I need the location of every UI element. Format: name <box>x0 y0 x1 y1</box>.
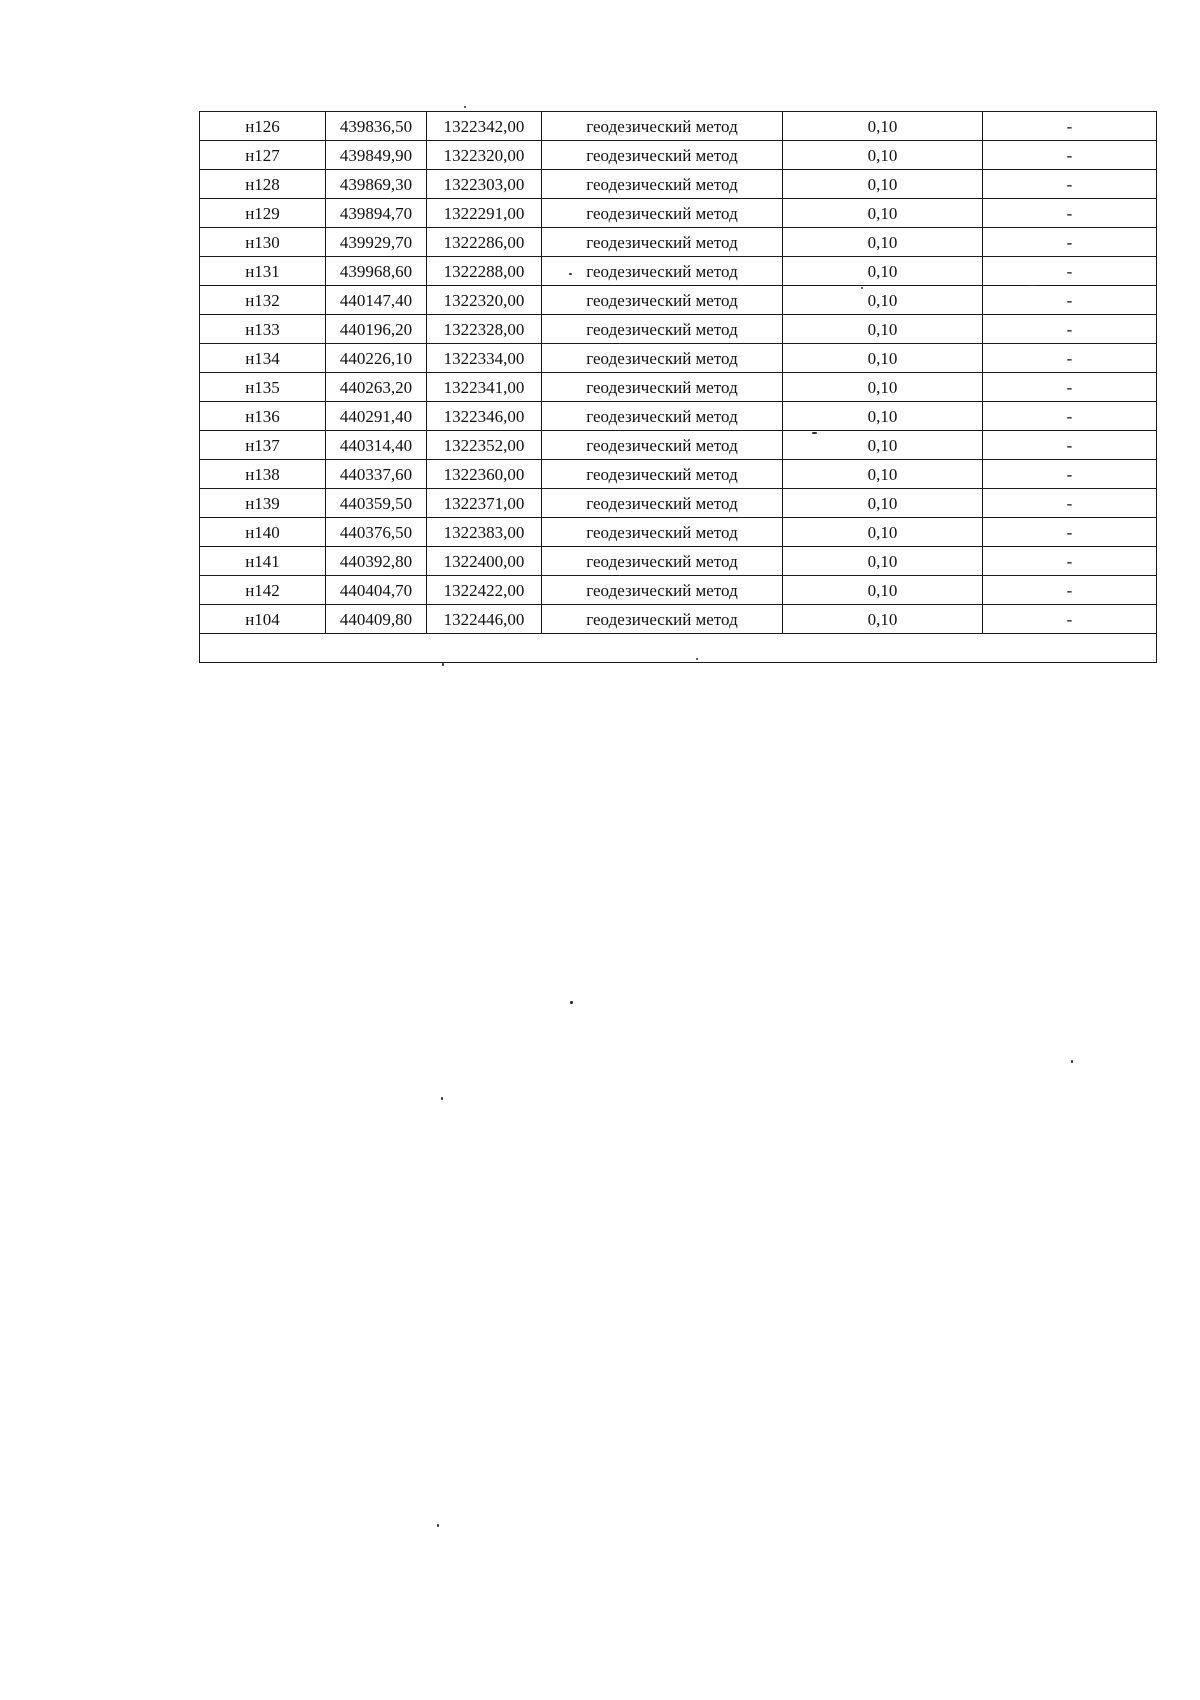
point-number-cell: н130 <box>200 228 326 257</box>
description-cell: - <box>983 518 1157 547</box>
point-number-cell: н128 <box>200 170 326 199</box>
y-coordinate-cell: 1322288,00 <box>427 257 542 286</box>
scan-speck <box>696 658 698 660</box>
scan-speck <box>812 432 817 434</box>
description-cell: - <box>983 605 1157 634</box>
method-cell: геодезический метод <box>542 373 783 402</box>
y-coordinate-cell: 1322286,00 <box>427 228 542 257</box>
scan-speck <box>1071 1060 1073 1063</box>
y-coordinate-cell: 1322360,00 <box>427 460 542 489</box>
y-coordinate-cell: 1322342,00 <box>427 112 542 141</box>
point-number-cell: н140 <box>200 518 326 547</box>
x-coordinate-cell: 439869,30 <box>326 170 427 199</box>
table-row <box>200 547 1157 576</box>
description-cell: - <box>983 112 1157 141</box>
table-row <box>200 489 1157 518</box>
description-cell: - <box>983 286 1157 315</box>
description-cell: - <box>983 547 1157 576</box>
table-row <box>200 112 1157 141</box>
empty-cell <box>200 634 1157 663</box>
scan-speck <box>861 287 863 289</box>
accuracy-cell: 0,10 <box>783 605 983 634</box>
method-cell: геодезический метод <box>542 489 783 518</box>
x-coordinate-cell: 440409,80 <box>326 605 427 634</box>
accuracy-cell: 0,10 <box>783 315 983 344</box>
method-cell: геодезический метод <box>542 315 783 344</box>
table-row <box>200 141 1157 170</box>
method-cell: геодезический метод <box>542 344 783 373</box>
description-cell: - <box>983 460 1157 489</box>
scan-speck <box>569 273 572 275</box>
description-cell: - <box>983 373 1157 402</box>
accuracy-cell: 0,10 <box>783 402 983 431</box>
accuracy-cell: 0,10 <box>783 112 983 141</box>
accuracy-cell: 0,10 <box>783 431 983 460</box>
table-row <box>200 344 1157 373</box>
point-number-cell: н139 <box>200 489 326 518</box>
method-cell: геодезический метод <box>542 460 783 489</box>
table-row <box>200 170 1157 199</box>
x-coordinate-cell: 440359,50 <box>326 489 427 518</box>
x-coordinate-cell: 440291,40 <box>326 402 427 431</box>
accuracy-cell: 0,10 <box>783 344 983 373</box>
scan-speck <box>1031 285 1034 286</box>
x-coordinate-cell: 440314,40 <box>326 431 427 460</box>
method-cell: геодезический метод <box>542 402 783 431</box>
description-cell: - <box>983 257 1157 286</box>
point-number-cell: н135 <box>200 373 326 402</box>
table-row <box>200 402 1157 431</box>
x-coordinate-cell: 440226,10 <box>326 344 427 373</box>
y-coordinate-cell: 1322352,00 <box>427 431 542 460</box>
scan-speck <box>437 1524 439 1527</box>
y-coordinate-cell: 1322334,00 <box>427 344 542 373</box>
table-row <box>200 228 1157 257</box>
description-cell: - <box>983 228 1157 257</box>
description-cell: - <box>983 489 1157 518</box>
table-row <box>200 431 1157 460</box>
description-cell: - <box>983 344 1157 373</box>
scan-speck <box>464 106 466 108</box>
point-number-cell: н141 <box>200 547 326 576</box>
accuracy-cell: 0,10 <box>783 518 983 547</box>
accuracy-cell: 0,10 <box>783 576 983 605</box>
description-cell: - <box>983 576 1157 605</box>
accuracy-cell: 0,10 <box>783 257 983 286</box>
x-coordinate-cell: 440392,80 <box>326 547 427 576</box>
accuracy-cell: 0,10 <box>783 286 983 315</box>
accuracy-cell: 0,10 <box>783 489 983 518</box>
x-coordinate-cell: 440404,70 <box>326 576 427 605</box>
accuracy-cell: 0,10 <box>783 141 983 170</box>
x-coordinate-cell: 439849,90 <box>326 141 427 170</box>
method-cell: геодезический метод <box>542 141 783 170</box>
y-coordinate-cell: 1322320,00 <box>427 141 542 170</box>
description-cell: - <box>983 315 1157 344</box>
y-coordinate-cell: 1322291,00 <box>427 199 542 228</box>
point-number-cell: н133 <box>200 315 326 344</box>
y-coordinate-cell: 1322328,00 <box>427 315 542 344</box>
point-number-cell: н132 <box>200 286 326 315</box>
description-cell: - <box>983 431 1157 460</box>
method-cell: геодезический метод <box>542 257 783 286</box>
accuracy-cell: 0,10 <box>783 199 983 228</box>
method-cell: геодезический метод <box>542 518 783 547</box>
method-cell: геодезический метод <box>542 431 783 460</box>
method-cell: геодезический метод <box>542 576 783 605</box>
y-coordinate-cell: 1322383,00 <box>427 518 542 547</box>
x-coordinate-cell: 440337,60 <box>326 460 427 489</box>
point-number-cell: н136 <box>200 402 326 431</box>
y-coordinate-cell: 1322341,00 <box>427 373 542 402</box>
scan-speck <box>441 1097 443 1100</box>
y-coordinate-cell: 1322371,00 <box>427 489 542 518</box>
x-coordinate-cell: 440376,50 <box>326 518 427 547</box>
table-row <box>200 518 1157 547</box>
x-coordinate-cell: 439894,70 <box>326 199 427 228</box>
accuracy-cell: 0,10 <box>783 547 983 576</box>
method-cell: геодезический метод <box>542 286 783 315</box>
description-cell: - <box>983 402 1157 431</box>
empty-table-row <box>200 634 1157 663</box>
table-row <box>200 576 1157 605</box>
point-number-cell: н138 <box>200 460 326 489</box>
method-cell: геодезический метод <box>542 199 783 228</box>
point-number-cell: н134 <box>200 344 326 373</box>
y-coordinate-cell: 1322422,00 <box>427 576 542 605</box>
method-cell: геодезический метод <box>542 605 783 634</box>
point-number-cell: н129 <box>200 199 326 228</box>
table-row <box>200 315 1157 344</box>
point-number-cell: н127 <box>200 141 326 170</box>
method-cell: геодезический метод <box>542 170 783 199</box>
coordinates-table <box>199 111 1157 663</box>
scan-speck <box>442 663 444 666</box>
accuracy-cell: 0,10 <box>783 228 983 257</box>
x-coordinate-cell: 440196,20 <box>326 315 427 344</box>
x-coordinate-cell: 439836,50 <box>326 112 427 141</box>
y-coordinate-cell: 1322400,00 <box>427 547 542 576</box>
table-row <box>200 286 1157 315</box>
x-coordinate-cell: 440263,20 <box>326 373 427 402</box>
accuracy-cell: 0,10 <box>783 170 983 199</box>
x-coordinate-cell: 439968,60 <box>326 257 427 286</box>
description-cell: - <box>983 170 1157 199</box>
table-row <box>200 605 1157 634</box>
x-coordinate-cell: 439929,70 <box>326 228 427 257</box>
point-number-cell: н104 <box>200 605 326 634</box>
y-coordinate-cell: 1322446,00 <box>427 605 542 634</box>
method-cell: геодезический метод <box>542 228 783 257</box>
table-row <box>200 199 1157 228</box>
y-coordinate-cell: 1322320,00 <box>427 286 542 315</box>
accuracy-cell: 0,10 <box>783 373 983 402</box>
method-cell: геодезический метод <box>542 547 783 576</box>
description-cell: - <box>983 141 1157 170</box>
point-number-cell: н131 <box>200 257 326 286</box>
y-coordinate-cell: 1322346,00 <box>427 402 542 431</box>
table-row <box>200 460 1157 489</box>
point-number-cell: н126 <box>200 112 326 141</box>
y-coordinate-cell: 1322303,00 <box>427 170 542 199</box>
table-row <box>200 257 1157 286</box>
x-coordinate-cell: 440147,40 <box>326 286 427 315</box>
description-cell: - <box>983 199 1157 228</box>
scan-speck <box>570 1001 573 1004</box>
point-number-cell: н142 <box>200 576 326 605</box>
method-cell: геодезический метод <box>542 112 783 141</box>
table-row <box>200 373 1157 402</box>
point-number-cell: н137 <box>200 431 326 460</box>
accuracy-cell: 0,10 <box>783 460 983 489</box>
